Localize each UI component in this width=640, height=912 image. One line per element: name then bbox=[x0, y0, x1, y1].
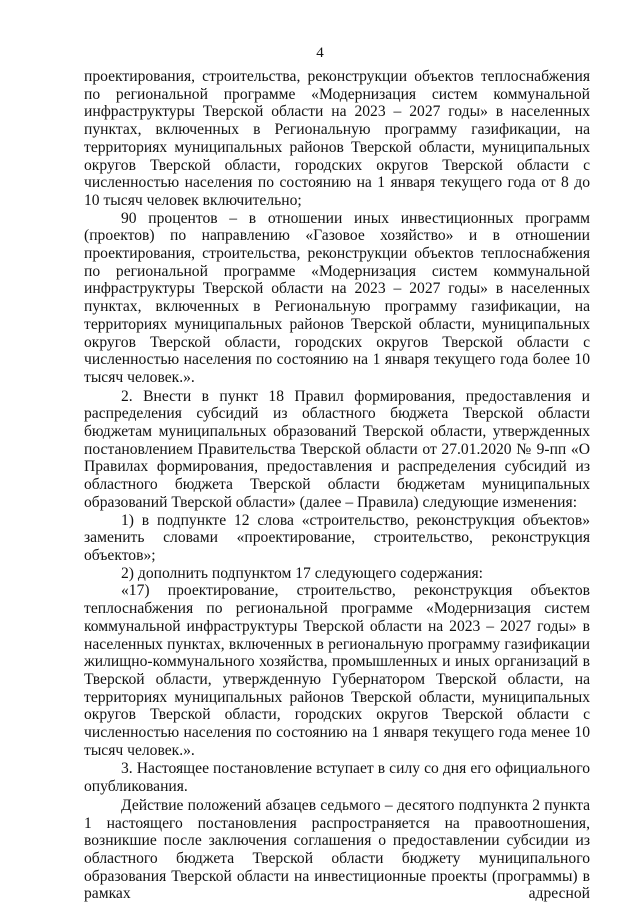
paragraph-effect: Действие положений абзацев седьмого – десятого подпункта 2 пункта 1 настоящего постановления распространяется на правоотношения, возникшие после заключения соглашения о предоставлении субсидии из областного бюджета Тверской области бюджету муниципального образования Тверской области на инвестиционные проекты (программы) в рамках адресной bbox=[84, 796, 590, 903]
paragraph-point-2: 2. Внести в пункт 18 Правил формирования, предоставления и распределения субсидий из областного бюджета Тверской области бюджетам муниципальных образований Тверской области, утвержденных постановлением Правительства Тверской области от 27.01.2020 № 9-пп «О Правилах формирования, предоставления и распределения субсидий из областного бюджета Тверской области бюджетам муниципальных образований Тверской области» (далее – Правила) следующие изменения: bbox=[84, 387, 590, 511]
page-number: 4 bbox=[316, 45, 324, 61]
paragraph-subpoint-1: 1) в подпункте 12 слова «строительство, реконструкция объектов» заменить словами «проектирование, строительство, реконструкция объектов»; bbox=[84, 511, 590, 564]
paragraph-continuation: проектирования, строительства, реконструкции объектов теплоснабжения по региональной программе «Модернизация систем коммунальной инфраструктуры Тверской области на 2023 – 2027 годы» в населенных пунктах, включенных в Региональную программу газификации, на территориях муниципальных районов Тверской области, муниципальных округов Тверской области, городских округов Тверской области с численностью населения по состоянию на 1 января текущего года от 8 до 10 тысяч человек включительно; bbox=[84, 68, 590, 209]
paragraph-90-percent: 90 процентов – в отношении иных инвестиционных программ (проектов) по направлению «Газовое хозяйство» и в отношении проектирования, строительства, реконструкции объектов теплоснабжения по региональной программе «Модернизация систем коммунальной инфраструктуры Тверской области на 2023 – 2027 годы» в населенных пунктах, включенных в Региональную программу газификации, на территориях муниципальных районов Тверской области, муниципальных округов Тверской области, городских округов Тверской области с численностью населения по состоянию на 1 января текущего года более 10 тысяч человек.». bbox=[84, 209, 590, 386]
paragraph-subpoint-17: «17) проектирование, строительство, реконструкция объектов теплоснабжения по региональной программе «Модернизация систем коммунальной инфраструктуры Тверской области на 2023 – 2027 годы» в населенных пунктах, включенных в региональную программу газификации жилищно-коммунального хозяйства, промышленных и иных организаций в Тверской области, утвержденную Губернатором Тверской области, на территориях муниципальных районов Тверской области, муниципальных округов Тверской области, городских округов Тверской области с численностью населения по состоянию на 1 января текущего года менее 10 тысяч человек.». bbox=[84, 582, 590, 759]
paragraph-subpoint-2: 2) дополнить подпунктом 17 следующего содержания: bbox=[121, 564, 483, 582]
paragraph-point-3: 3. Настоящее постановление вступает в силу со дня его официального опубликования. bbox=[84, 760, 590, 796]
document-body bbox=[84, 68, 590, 903]
